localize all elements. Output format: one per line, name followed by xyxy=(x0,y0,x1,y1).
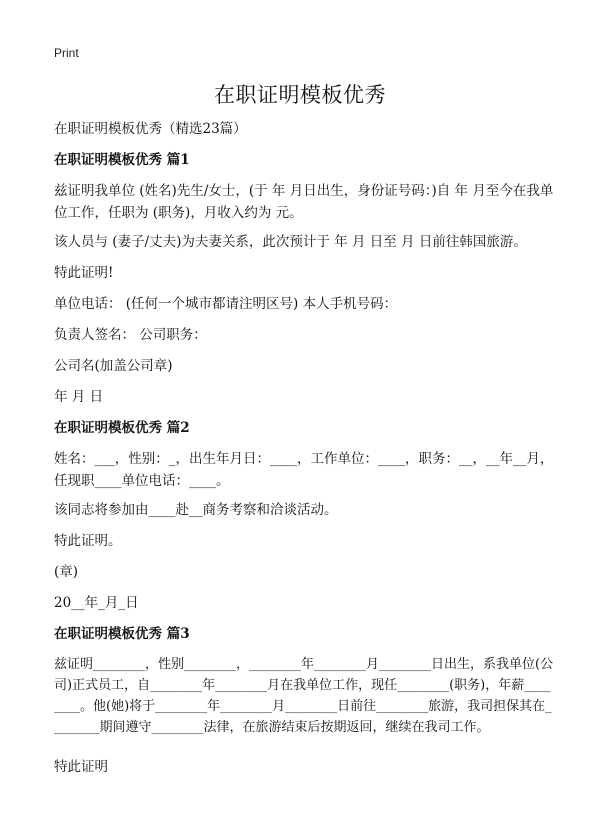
section-2-paragraph: 该同志将参加由____赴__商务考察和洽谈活动。 xyxy=(54,502,338,518)
page-title: 在职证明模板优秀 xyxy=(214,83,386,107)
section-2-paragraph: 特此证明。 xyxy=(54,533,122,549)
section-2-heading: 在职证明模板优秀 篇2 xyxy=(54,420,190,436)
section-3-heading: 在职证明模板优秀 篇3 xyxy=(54,626,190,642)
document-subtitle: 在职证明模板优秀（精选23篇） xyxy=(54,121,247,137)
section-1-paragraph: 单位电话： (任何一个城市都请注明区号) 本人手机号码： xyxy=(54,296,398,312)
section-1-paragraph: 年 月 日 xyxy=(54,389,104,405)
section-3-paragraph: 兹证明________，性别________，________年________月________日出生，系我单位(公司)正式员工，自________年________月在我单位工作，现任________(职务)，年薪________。他(她)将于________年________月________日前往________旅游，我司担保其在________期间遵守________法律，在旅游结束后按期返回，继续在我司工作。 xyxy=(54,657,554,735)
section-1-heading: 在职证明模板优秀 篇1 xyxy=(54,152,190,168)
section-1-paragraph: 兹证明我单位 (姓名)先生/女士，(于 年 月日出生，身份证号码：)自 年 月至今在我单位工作，任职为 (职务)，月收入约为 元。 xyxy=(54,183,554,221)
section-1-paragraph: 公司名(加盖公司章) xyxy=(54,358,173,374)
section-1-paragraph: 特此证明! xyxy=(54,265,114,281)
section-1-paragraph: 该人员与 (妻子/丈夫)为夫妻关系，此次预计于 年 月 日至 月 日前往韩国旅游。 xyxy=(54,234,527,250)
section-2-paragraph: 20__年_月_日 xyxy=(54,595,139,611)
section-3-paragraph: 特此证明 xyxy=(54,759,108,775)
section-1-paragraph: 负责人签名： 公司职务： xyxy=(54,327,207,343)
print-label[interactable]: Print xyxy=(54,46,79,60)
section-2-paragraph: 姓名：___，性别：_，出生年月日：____，工作单位：____，职务：__，__年__月，任现职____单位电话：____。 xyxy=(54,451,554,489)
section-2-paragraph: (章) xyxy=(54,564,79,580)
